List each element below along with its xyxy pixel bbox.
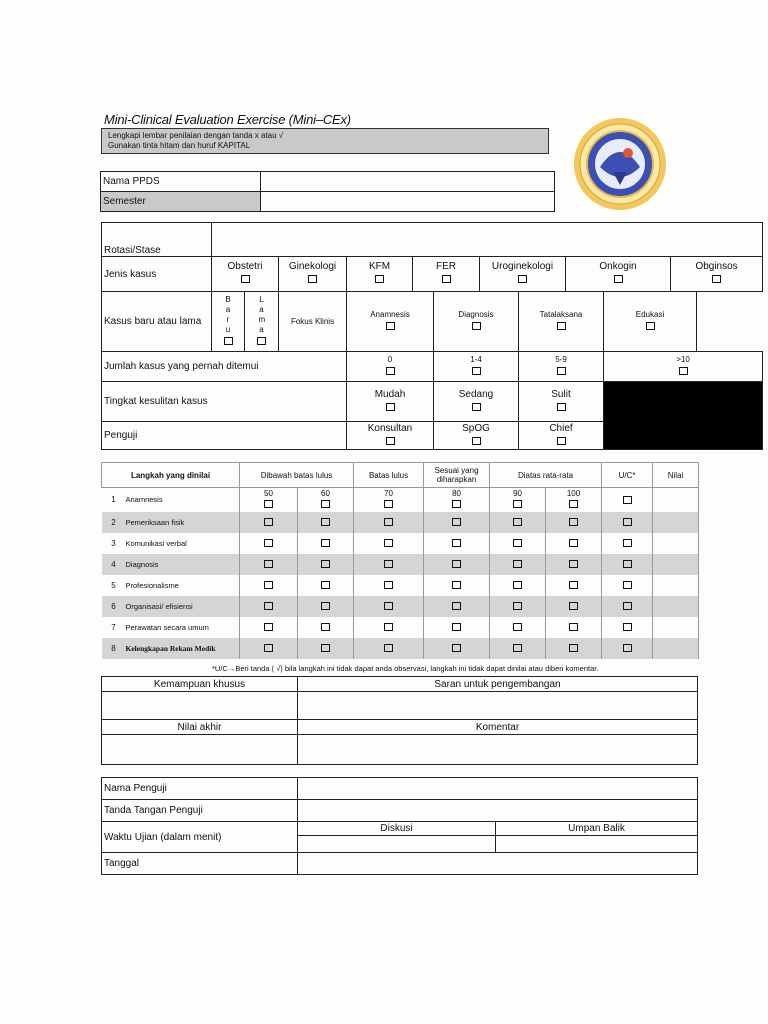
checkbox[interactable]: [623, 496, 632, 504]
checkbox[interactable]: [257, 337, 266, 345]
rotasi-field[interactable]: [212, 223, 763, 257]
checkbox[interactable]: [569, 644, 578, 652]
option-ginekologi[interactable]: Ginekologi: [279, 257, 347, 292]
score-cell[interactable]: [298, 596, 354, 617]
option-jumlah-5-9[interactable]: 5-9: [519, 352, 604, 382]
checkbox[interactable]: [321, 518, 330, 526]
nilai-cell[interactable]: [653, 575, 699, 596]
score-cell[interactable]: [546, 488, 602, 512]
kemampuan-field[interactable]: [102, 692, 298, 720]
header-batas: Batas lulus: [354, 463, 424, 488]
checkbox[interactable]: [569, 581, 578, 589]
score-cell[interactable]: [546, 512, 602, 533]
score-cell[interactable]: [490, 488, 546, 512]
semester-field[interactable]: [261, 192, 555, 212]
checkbox[interactable]: [384, 623, 393, 631]
score-cell[interactable]: [354, 512, 424, 533]
checkbox[interactable]: [569, 518, 578, 526]
option-fer[interactable]: FER: [413, 257, 480, 292]
checkbox[interactable]: [308, 275, 317, 283]
score-row: [102, 638, 699, 659]
checkbox[interactable]: [569, 602, 578, 610]
checkbox[interactable]: [386, 403, 395, 411]
checkbox[interactable]: [386, 437, 395, 445]
option-anamnesis[interactable]: Anamnesis: [347, 292, 434, 352]
checkbox[interactable]: [384, 518, 393, 526]
checkbox[interactable]: [386, 367, 395, 375]
score-cell[interactable]: [546, 533, 602, 554]
option-diagnosis[interactable]: Diagnosis: [434, 292, 519, 352]
score-cell[interactable]: [546, 575, 602, 596]
item-number: 7: [111, 622, 116, 632]
checkbox[interactable]: [452, 623, 461, 631]
score-cell[interactable]: [354, 488, 424, 512]
nilai-akhir-field[interactable]: [102, 735, 298, 765]
item-number: 3: [111, 538, 116, 548]
fokus-klinis-label: Fokus Klinis: [279, 292, 347, 352]
checkbox[interactable]: [321, 644, 330, 652]
checkbox[interactable]: [321, 623, 330, 631]
checkbox[interactable]: [384, 581, 393, 589]
score-value: 100: [566, 489, 581, 499]
umpan-balik-label: Umpan Balik: [496, 822, 698, 836]
checkbox[interactable]: [557, 322, 566, 330]
checkbox[interactable]: [384, 539, 393, 547]
score-value: 60: [321, 489, 330, 499]
item-number: 2: [102, 512, 126, 533]
score-row: [102, 617, 699, 638]
checkbox[interactable]: [321, 560, 330, 568]
nama-penguji-label: Nama Penguji: [102, 778, 298, 800]
checkbox[interactable]: [623, 518, 632, 526]
remarks-table: [101, 676, 698, 765]
tanggal-label: Tanggal: [102, 853, 298, 875]
score-cell[interactable]: [490, 575, 546, 596]
header-dibawah: Dibawah batas lulus: [240, 463, 354, 488]
uc-cell[interactable]: [602, 512, 653, 533]
checkbox[interactable]: [513, 539, 522, 547]
umpan-balik-field[interactable]: [496, 836, 698, 853]
nilai-cell[interactable]: [653, 554, 699, 575]
checkbox[interactable]: [264, 560, 273, 568]
score-cell[interactable]: [546, 638, 602, 659]
identity-table: [100, 171, 555, 212]
score-cell[interactable]: [298, 488, 354, 512]
option-lama[interactable]: L a m a: [245, 292, 279, 352]
checkbox[interactable]: [472, 403, 481, 411]
checkbox[interactable]: [384, 602, 393, 610]
checkbox[interactable]: [264, 644, 273, 652]
score-cell[interactable]: [354, 575, 424, 596]
option-jumlah-10[interactable]: >10: [604, 352, 763, 382]
uc-cell[interactable]: [602, 596, 653, 617]
checkbox[interactable]: [623, 581, 632, 589]
tanda-tangan-label: Tanda Tangan Penguji: [102, 800, 298, 822]
checkbox[interactable]: [264, 602, 273, 610]
uc-cell[interactable]: [602, 488, 653, 512]
item-number: 6: [102, 596, 126, 617]
option-jumlah-0[interactable]: 0: [347, 352, 434, 382]
score-value: 80: [452, 489, 461, 499]
score-value: 90: [513, 489, 522, 499]
score-row: [102, 512, 699, 533]
item-number: 5: [111, 580, 116, 590]
header-uc: U/C*: [602, 463, 653, 488]
checkbox[interactable]: [569, 623, 578, 631]
score-cell[interactable]: [424, 617, 490, 638]
jenis-kasus-label: Jenis kasus: [102, 257, 212, 292]
item-number: 1: [111, 495, 116, 505]
checkbox[interactable]: [224, 337, 233, 345]
option-uroginekologi[interactable]: Uroginekologi: [480, 257, 566, 292]
header-nilai: Nilai: [653, 463, 699, 488]
checkbox[interactable]: [513, 500, 522, 508]
score-cell[interactable]: [354, 638, 424, 659]
checkbox[interactable]: [569, 500, 578, 508]
score-cell[interactable]: [240, 638, 298, 659]
checkbox[interactable]: [623, 644, 632, 652]
checkbox[interactable]: [623, 623, 632, 631]
checkbox[interactable]: [241, 275, 250, 283]
item-name: Organisasi/ efisiensi: [126, 596, 240, 617]
option-konsultan[interactable]: Konsultan: [347, 422, 434, 450]
kasus-label: Kasus baru atau lama: [102, 292, 212, 352]
kemampuan-label: Kemampuan khusus: [102, 677, 298, 692]
score-cell[interactable]: [490, 617, 546, 638]
rotasi-label: Rotasi/Stase: [102, 223, 212, 257]
score-cell[interactable]: [240, 512, 298, 533]
score-cell[interactable]: [490, 512, 546, 533]
nama-ppds-field[interactable]: [261, 172, 555, 192]
option-tatalaksana[interactable]: Tatalaksana: [519, 292, 604, 352]
checkbox[interactable]: [264, 623, 273, 631]
option-sulit[interactable]: Sulit: [519, 382, 604, 422]
item-name: Perawatan secara umum: [126, 617, 240, 638]
score-cell[interactable]: [424, 512, 490, 533]
checkbox[interactable]: [452, 500, 461, 508]
score-row: [102, 575, 699, 596]
nilai-cell[interactable]: [653, 596, 699, 617]
checkbox[interactable]: [623, 602, 632, 610]
score-row: [102, 554, 699, 575]
score-cell[interactable]: [546, 596, 602, 617]
score-cell[interactable]: [424, 554, 490, 575]
checkbox[interactable]: [513, 518, 522, 526]
nilai-cell[interactable]: [653, 533, 699, 554]
assessment-table: [101, 222, 763, 450]
score-cell[interactable]: [424, 596, 490, 617]
score-cell[interactable]: [424, 533, 490, 554]
nilai-akhir-label: Nilai akhir: [102, 720, 298, 735]
tanda-tangan-field[interactable]: [298, 800, 698, 822]
header-langkah: Langkah yang dinilai: [102, 463, 240, 488]
score-row: [102, 488, 699, 512]
checkbox[interactable]: [442, 275, 451, 283]
signoff-table: [101, 777, 698, 875]
uc-cell[interactable]: [602, 575, 653, 596]
checkbox[interactable]: [452, 518, 461, 526]
header-sesuai: Sesuai yang diharapkan: [424, 463, 490, 488]
option-mudah[interactable]: Mudah: [347, 382, 434, 422]
score-cell[interactable]: [546, 617, 602, 638]
semester-label: Semester: [101, 192, 261, 212]
score-cell[interactable]: [354, 617, 424, 638]
checkbox[interactable]: [384, 500, 393, 508]
nilai-cell[interactable]: [653, 617, 699, 638]
score-value: 50: [264, 489, 273, 499]
checkbox[interactable]: [264, 539, 273, 547]
instruction-line-1: Lengkapi lembar penilaian dengan tanda x atau √: [108, 131, 284, 140]
scoring-table: [101, 462, 699, 659]
score-cell[interactable]: [354, 533, 424, 554]
checkbox[interactable]: [452, 581, 461, 589]
checkbox[interactable]: [623, 539, 632, 547]
checkbox[interactable]: [646, 322, 655, 330]
score-cell[interactable]: [240, 596, 298, 617]
checkbox[interactable]: [384, 560, 393, 568]
option-sedang[interactable]: Sedang: [434, 382, 519, 422]
waktu-label: Waktu Ujian (dalam menit): [102, 822, 298, 853]
score-cell[interactable]: [490, 638, 546, 659]
option-edukasi[interactable]: Edukasi: [604, 292, 697, 352]
item-number: 8: [102, 638, 126, 659]
checkbox[interactable]: [264, 500, 273, 508]
university-seal-icon: [573, 117, 667, 211]
item-number: 4: [102, 554, 126, 575]
penguji-label: Penguji: [102, 422, 347, 450]
score-cell[interactable]: [298, 617, 354, 638]
checkbox[interactable]: [557, 403, 566, 411]
option-obstetri[interactable]: Obstetri: [212, 257, 279, 292]
checkbox[interactable]: [375, 275, 384, 283]
nama-ppds-label: Nama PPDS: [101, 172, 261, 192]
score-cell[interactable]: [424, 575, 490, 596]
checkbox[interactable]: [472, 437, 481, 445]
score-cell[interactable]: [240, 488, 298, 512]
checkbox[interactable]: [679, 367, 688, 375]
uc-cell[interactable]: [602, 554, 653, 575]
score-cell[interactable]: [354, 554, 424, 575]
komentar-label: Komentar: [298, 720, 698, 735]
item-name: Diagnosis: [126, 554, 240, 575]
checkbox[interactable]: [712, 275, 721, 283]
checkbox[interactable]: [472, 322, 481, 330]
nilai-cell[interactable]: [653, 638, 699, 659]
uc-cell[interactable]: [602, 638, 653, 659]
checkbox[interactable]: [569, 560, 578, 568]
checkbox[interactable]: [513, 623, 522, 631]
score-cell[interactable]: [354, 596, 424, 617]
checkbox[interactable]: [513, 602, 522, 610]
checkbox[interactable]: [557, 367, 566, 375]
score-cell[interactable]: [298, 512, 354, 533]
form-title: Mini-Clinical Evaluation Exercise (Mini–CEx): [104, 112, 351, 127]
score-cell[interactable]: [240, 617, 298, 638]
score-cell[interactable]: [424, 638, 490, 659]
checkbox[interactable]: [321, 539, 330, 547]
checkbox[interactable]: [321, 500, 330, 508]
instruction-line-2: Gunakan tinta hitam dan huruf KAPITAL: [108, 141, 251, 150]
checkbox[interactable]: [264, 518, 273, 526]
uc-cell[interactable]: [602, 533, 653, 554]
saran-field[interactable]: [298, 692, 698, 720]
checkbox[interactable]: [623, 560, 632, 568]
score-cell[interactable]: [490, 554, 546, 575]
option-onkogin[interactable]: Onkogin: [566, 257, 671, 292]
checkbox[interactable]: [569, 539, 578, 547]
score-cell[interactable]: [490, 596, 546, 617]
checkbox[interactable]: [557, 437, 566, 445]
score-row: [102, 596, 699, 617]
score-cell[interactable]: [240, 533, 298, 554]
checkbox[interactable]: [472, 367, 481, 375]
option-obginsos[interactable]: Obginsos: [671, 257, 763, 292]
checkbox[interactable]: [452, 539, 461, 547]
item-name: Kelengkapan Rekam Medik: [126, 638, 240, 659]
option-kfm[interactable]: KFM: [347, 257, 413, 292]
score-cell[interactable]: [490, 533, 546, 554]
item-name: Pemeriksaan fisik: [126, 512, 240, 533]
uc-cell[interactable]: [602, 617, 653, 638]
tanggal-field[interactable]: [298, 853, 698, 875]
checkbox[interactable]: [384, 644, 393, 652]
diskusi-field[interactable]: [298, 836, 496, 853]
checkbox[interactable]: [386, 322, 395, 330]
checkbox[interactable]: [614, 275, 623, 283]
checkbox[interactable]: [321, 581, 330, 589]
checkbox[interactable]: [518, 275, 527, 283]
checkbox[interactable]: [452, 560, 461, 568]
nilai-cell[interactable]: [653, 512, 699, 533]
score-cell[interactable]: [298, 533, 354, 554]
checkbox[interactable]: [321, 602, 330, 610]
tingkat-label: Tingkat kesulitan kasus: [102, 382, 347, 422]
komentar-field[interactable]: [298, 735, 698, 765]
instruction-box: [101, 128, 549, 154]
header-diatas: Diatas rata-rata: [490, 463, 602, 488]
checkbox[interactable]: [452, 602, 461, 610]
score-row: [102, 533, 699, 554]
item-name: Anamnesis: [126, 488, 240, 512]
option-jumlah-1-4[interactable]: 1-4: [434, 352, 519, 382]
score-cell[interactable]: [240, 554, 298, 575]
saran-label: Saran untuk pengembangan: [298, 677, 698, 692]
score-cell[interactable]: [298, 638, 354, 659]
score-cell[interactable]: [546, 554, 602, 575]
checkbox[interactable]: [264, 581, 273, 589]
jumlah-label: Jumlah kasus yang pernah ditemui: [102, 352, 347, 382]
diskusi-label: Diskusi: [298, 822, 496, 836]
item-name: Profesionalisme: [126, 575, 240, 596]
nilai-cell[interactable]: [653, 488, 699, 512]
score-cell[interactable]: [240, 575, 298, 596]
blacked-out-cell: [604, 382, 763, 450]
score-value: 70: [384, 489, 393, 499]
nama-penguji-field[interactable]: [298, 778, 698, 800]
option-chief[interactable]: Chief: [519, 422, 604, 450]
checkbox[interactable]: [513, 581, 522, 589]
score-cell[interactable]: [298, 575, 354, 596]
option-spog[interactable]: SpOG: [434, 422, 519, 450]
checkbox[interactable]: [452, 644, 461, 652]
option-baru[interactable]: B a r u: [212, 292, 245, 352]
checkbox[interactable]: [513, 560, 522, 568]
score-cell[interactable]: [298, 554, 354, 575]
uc-note: *U/C→Beri tanda ( √) bila langkah ini tidak dapat anda observasi, langkah ini tidak dapat dinilai atau diberi komentar.: [212, 664, 599, 673]
item-name: Komunikasi verbal: [126, 533, 240, 554]
score-cell[interactable]: [424, 488, 490, 512]
checkbox[interactable]: [513, 644, 522, 652]
